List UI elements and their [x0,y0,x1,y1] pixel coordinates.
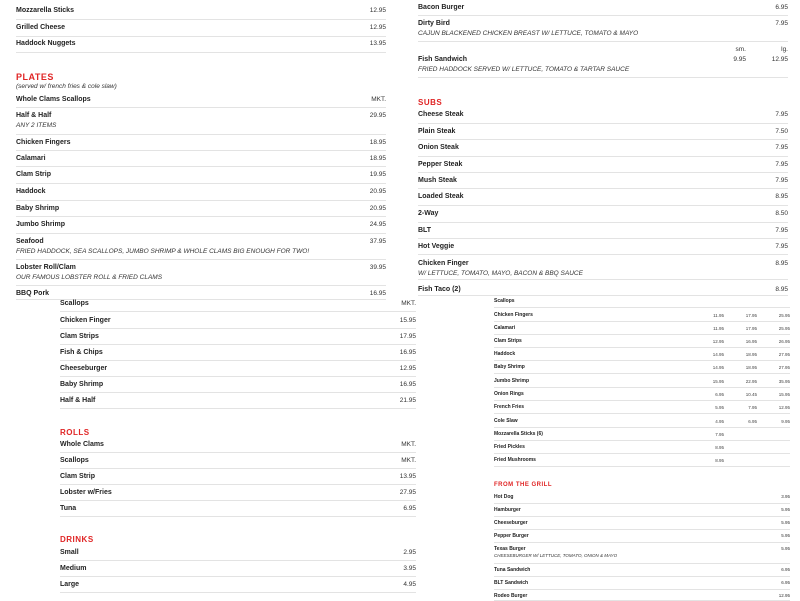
menu-row [16,188,386,201]
menu-row [494,580,790,590]
item-price-large: 12.95 [771,56,788,63]
item-name: Chicken Finger [60,317,111,324]
item-price: 16.95 [399,349,416,356]
item-price: 7.95 [775,20,788,27]
item-price-col-3: 9.95 [781,419,790,424]
item-name: Calamari [16,155,46,162]
item-name: Onion Rings [494,391,524,397]
menu-row [16,7,386,20]
menu-row [494,520,790,530]
section-title: ROLLS [60,428,90,437]
item-price: 20.95 [369,188,386,195]
item-price: 20.95 [369,205,386,212]
item-name: French Fries [494,404,525,410]
menu-row [60,457,416,469]
item-name: Baby Shrimp [494,364,525,370]
item-name: Jumbo Shrimp [494,378,530,384]
menu-row [16,24,386,37]
item-price-small: 9.95 [733,56,746,63]
item-name: BBQ Pork [16,290,50,297]
menu-row [418,243,788,255]
item-name: Fish & Chips [60,349,103,356]
menu-row [494,507,790,517]
item-price: 8.50 [775,210,788,217]
item-price: 12.95 [399,365,416,372]
item-name: BLT Sandwich [494,580,529,586]
item-name: Cheeseburger [60,365,108,372]
item-name: Small [60,549,79,556]
size-large-label: lg. [781,46,788,53]
item-description: W/ LETTUCE, TOMATO, MAYO, BACON & BBQ SAUCE [418,270,583,277]
item-price: 16.95 [399,381,416,388]
item-price-col-1: 7.95 [715,432,724,437]
item-price-col-1: 11.95 [713,326,724,331]
item-name: Dirty Bird [418,20,450,27]
menu-row [418,20,788,42]
item-price-col-2: 18.95 [745,365,757,370]
item-price-col-1: 4.95 [715,419,724,424]
item-name: Tuna Sandwich [494,567,531,573]
item-name: Whole Clams Scallops [16,96,91,103]
item-description: CAJUN BLACKENED CHICKEN BREAST W/ LETTUCE, TOMATO & MAYO [418,30,639,37]
menu-row [16,221,386,234]
item-name: Haddock [494,351,516,357]
menu-row [494,533,790,543]
item-price: 15.95 [399,317,416,324]
item-price: 12.95 [778,593,790,598]
item-name: Mush Steak [418,177,457,184]
item-price-col-3: 27.95 [778,352,790,357]
item-name: Scallops [60,300,89,307]
item-name: Baby Shrimp [60,381,104,388]
menu-row [60,505,416,517]
item-price-col-2: 18.95 [745,352,757,357]
item-name: Fried Mushrooms [494,457,536,463]
item-name: Chicken Fingers [494,312,533,318]
item-name: Cheese Steak [418,111,464,118]
item-name: Whole Clams [60,441,104,448]
item-price: 6.95 [775,4,788,11]
item-price: 7.95 [775,177,788,184]
item-name: Hot Dog [494,494,514,500]
item-name: Haddock [16,188,46,195]
item-description: FRIED HADDOCK, SEA SCALLOPS, JUMBO SHRIMP & WHOLE CLAMS BIG ENOUGH FOR TWO! [16,248,310,255]
item-name: Mozzarella Sticks (6) [494,431,543,437]
item-price: 24.95 [369,221,386,228]
item-price-col-2: 6.95 [748,419,757,424]
menu-row-side [494,298,790,308]
item-description: FRIED HADDOCK SERVED W/ LETTUCE, TOMATO & TARTAR SAUCE [418,66,630,73]
menu-row [418,260,788,280]
item-name: Texas Burger [494,546,526,552]
item-name: Mozzarella Sticks [16,7,74,14]
item-price: 7.95 [775,111,788,118]
menu-row [16,40,386,53]
menu-row [16,205,386,217]
item-price: 7.95 [775,227,788,234]
item-price: 5.95 [781,546,790,551]
menu-row [60,565,416,577]
item-price: 12.95 [369,7,386,14]
menu-row [60,581,416,593]
item-name: Onion Steak [418,144,459,151]
menu-row [60,489,416,501]
menu-row [418,286,788,296]
item-name: Fish Taco (2) [418,286,461,293]
item-price-col-2: 16.95 [745,339,757,344]
menu-row [16,171,386,184]
item-price: 13.95 [399,473,416,480]
item-name: Hot Veggie [418,243,455,250]
section-title: DRINKS [60,535,94,544]
item-description: ANY 2 ITEMS [16,122,57,129]
menu-row [16,96,386,108]
item-price: 7.95 [775,243,788,250]
item-price-col-2: 17.95 [745,326,757,331]
item-price-col-1: 15.95 [712,379,724,384]
item-name: Pepper Burger [494,533,529,539]
item-name: Cole Slaw [494,418,518,424]
item-price-col-1: 5.95 [715,405,724,410]
item-price: 6.95 [781,567,790,572]
item-price: 29.95 [369,112,386,119]
item-price-col-3: 12.95 [778,405,790,410]
item-price: 8.95 [775,286,788,293]
item-price: 39.95 [369,264,386,271]
menu-row [16,112,386,135]
size-small-label: sm. [735,46,746,53]
item-price: 5.95 [781,507,790,512]
item-price-col-3: 35.95 [778,379,790,384]
menu-row [60,333,416,345]
item-name: Seafood [16,238,44,245]
item-price: 7.95 [775,161,788,168]
item-price: 8.95 [775,260,788,267]
item-price: 7.50 [775,128,788,135]
item-name: Cheeseburger [494,520,528,526]
item-price: 6.95 [403,505,416,512]
item-price: 5.95 [781,520,790,525]
menu-row-fish-sandwich [418,56,788,78]
menu-row [60,349,416,361]
plates-note: (served w/ french fries & cole slaw) [16,83,117,90]
menu-row [418,144,788,157]
menu-row [16,290,386,300]
menu-row [60,397,416,409]
item-price-col-2: 22.95 [745,379,757,384]
menu-row [16,264,386,286]
item-name: Clam Strips [494,338,522,344]
item-price: 27.95 [399,489,416,496]
menu-row [418,161,788,173]
item-price-col-3: 26.95 [778,339,790,344]
item-price: 18.95 [369,139,386,146]
item-price: MKT. [371,96,386,103]
item-name: BLT [418,227,432,234]
menu-row [16,155,386,167]
item-name: Loaded Steak [418,193,464,200]
item-price-col-3: 15.95 [778,392,790,397]
menu-row [418,128,788,140]
item-name: Clam Strips [60,333,99,340]
item-description: OUR FAMOUS LOBSTER ROLL & FRIED CLAMS [16,274,163,281]
item-name: Chicken Fingers [16,139,71,146]
menu-row [418,227,788,239]
item-name: Hamburger [494,507,521,513]
menu-row-side [494,444,790,454]
item-price: 37.95 [369,238,386,245]
item-price-col-1: 14.95 [712,365,724,370]
menu-row [494,567,790,577]
item-name: Tuna [60,505,77,512]
menu-row [60,473,416,485]
section-title: FROM THE GRILL [494,482,552,488]
item-price-col-1: 14.95 [712,352,724,357]
item-price: 17.95 [399,333,416,340]
item-name: Plain Steak [418,128,456,135]
menu-row [60,549,416,561]
item-price-col-1: 12.95 [712,339,724,344]
item-price-col-1: 8.95 [715,458,724,463]
item-price-col-2: 17.95 [745,313,757,318]
item-price: 19.95 [369,171,386,178]
item-price-col-1: 6.95 [715,392,724,397]
menu-row [418,210,788,223]
item-name: Grilled Cheese [16,24,66,31]
menu-row [16,238,386,260]
item-name: Bacon Burger [418,4,465,11]
item-price: MKT. [401,457,416,464]
menu-row [60,365,416,377]
item-name: Half & Half [16,112,52,119]
item-price-col-2: 10.45 [745,392,757,397]
item-name: Calamari [494,325,516,331]
menu-row [16,139,386,151]
item-name: Pepper Steak [418,161,463,168]
menu-row [494,494,790,504]
item-price-col-3: 25.95 [778,326,790,331]
item-name: Clam Strip [60,473,96,480]
item-price: 7.95 [775,144,788,151]
item-name: Large [60,581,80,588]
menu-row [418,111,788,124]
item-name: Fried Pickles [494,444,525,450]
item-name: Chicken Finger [418,260,469,267]
item-name: 2-Way [418,210,439,217]
item-price: 2.95 [403,549,416,556]
item-price: 18.95 [369,155,386,162]
section-title: PLATES [16,72,54,82]
item-price: MKT. [401,300,416,307]
menu-row [60,381,416,393]
item-price: 12.95 [369,24,386,31]
item-name: Fish Sandwich [418,56,468,63]
item-price: 3.95 [781,494,790,499]
item-name: Rodeo Burger [494,593,528,599]
item-name: Half & Half [60,397,96,404]
item-name: Jumbo Shrimp [16,221,66,228]
menu-row-side [494,457,790,467]
item-description: CHEESEBURGER W/ LETTUCE, TOMATO, ONION & MAYO [494,553,618,558]
item-price: 6.95 [781,580,790,585]
item-name: Scallops [60,457,89,464]
menu-row [60,441,416,453]
item-price-col-3: 27.95 [778,365,790,370]
item-price-col-2: 7.95 [748,405,757,410]
item-price: 8.95 [775,193,788,200]
item-name: Baby Shrimp [16,205,60,212]
item-price: 4.95 [403,581,416,588]
item-price-col-1: 11.95 [713,313,724,318]
menu-row [60,300,416,312]
item-price: 16.95 [369,290,386,297]
item-price: 5.95 [781,533,790,538]
menu-row-side [494,431,790,441]
menu-row [418,177,788,189]
menu-row [418,4,788,16]
item-name: Medium [60,565,87,572]
item-price: 21.95 [399,397,416,404]
item-price: 3.95 [403,565,416,572]
item-name: Clam Strip [16,171,52,178]
item-name: Lobster w/Fries [60,489,112,496]
menu-row [60,317,416,329]
menu-row [418,193,788,206]
item-price: 13.95 [369,40,386,47]
item-price-col-1: 8.95 [715,445,724,450]
section-title: SUBS [418,98,443,107]
item-price-col-3: 25.95 [778,313,790,318]
item-price: MKT. [401,441,416,448]
item-name: Scallops [494,298,515,304]
item-name: Haddock Nuggets [16,40,76,47]
menu-row [494,546,790,564]
item-name: Lobster Roll/Clam [16,264,76,271]
